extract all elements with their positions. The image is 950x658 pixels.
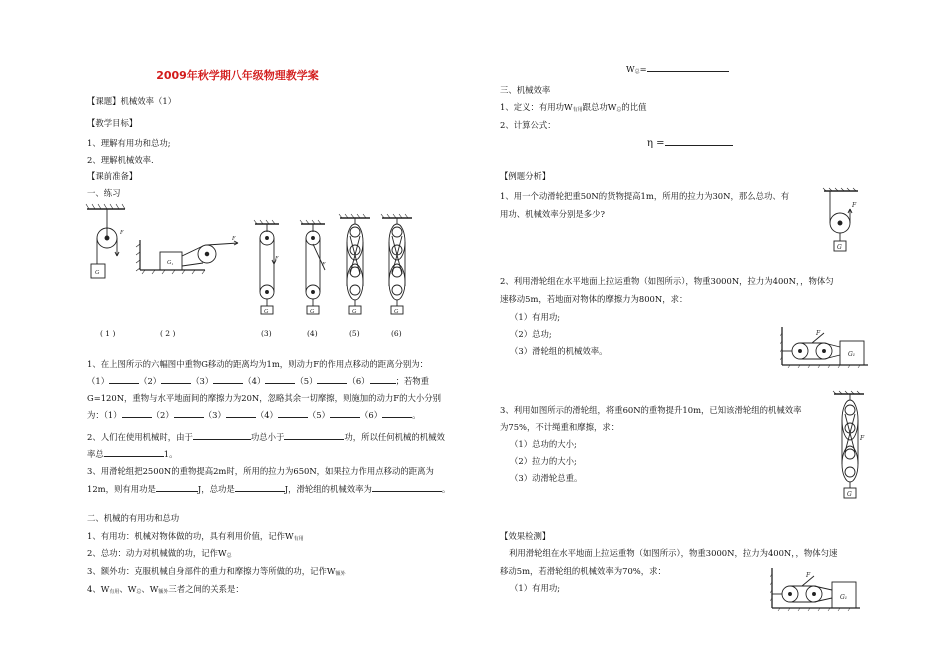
check-item-1: （1）有用功;	[510, 583, 561, 593]
ex2-force-label: F	[816, 330, 821, 337]
s2-item-2: 2、总功：动力对机械做的功，记作$W_总$	[87, 548, 232, 559]
s3-formula-label: 2、计算公式：	[500, 120, 556, 130]
fig2-force-label: F	[232, 236, 236, 242]
goal-2: 2、理解机械效率.	[87, 155, 154, 165]
ex3-weight-label: G	[847, 491, 852, 498]
check-line-1: 利用滑轮组在水平地面上拉运重物（如图所示），物重3000N，拉力为400N，，物体匀速	[509, 548, 838, 558]
ex3-line-1: 3、利用如图所示的滑轮组，将重60N的重物提升10m，已知该滑轮组的机械效率	[500, 405, 802, 415]
fig3-force-label: F	[275, 256, 279, 262]
section-3-heading: 三、机械效率	[500, 85, 551, 95]
ex2-figure	[780, 325, 870, 370]
ex3-figure	[832, 390, 868, 502]
s2-item-4: 4、$W_{有用}$、$W_总$、$W_{额外}$三者之间的关系是：	[87, 584, 244, 595]
fig-label-1: ( 1 )	[100, 329, 116, 338]
check-force-label: F	[806, 572, 811, 579]
ex2-weight-label: G₁	[848, 351, 856, 358]
fig6-weight-label: G	[394, 309, 399, 315]
figure-2-horizontal-pulley	[136, 240, 238, 274]
q1-line-3: G=120N，重物与水平地面间的摩擦力为20N，忽略其余一切摩擦，则施加的动力F的大小分别	[87, 393, 441, 403]
q1-line-4: 为：（1） （2） （3） （4） （5） （6） 。	[87, 410, 421, 420]
eta-formula: η =	[647, 137, 733, 150]
ex1-weight-label: G	[837, 244, 842, 251]
q1-line-1: 1、在上图所示的六幅图中重物G移动的距离均为1m，则动力F的作用点移动的距离分别为：	[87, 359, 428, 369]
ex2-item-1: （1）有用功;	[510, 312, 561, 322]
fig2-weight-label: G₁	[167, 260, 174, 266]
ex1-figure	[822, 187, 862, 257]
ex1-line-2: 用功、机械效率分别是多少?	[500, 209, 605, 219]
page-title: 2009年秋学期八年级物理教学案	[156, 69, 319, 82]
lesson-topic: 【课题】机械效率（1）	[87, 96, 177, 106]
q2-line-2: 率总 1。	[87, 449, 178, 459]
ex1-line-1: 1、用一个动滑轮把重50N的货物提高1m，所用的拉力为30N，那么总功、有	[500, 191, 790, 201]
fig3-weight-label: G	[264, 309, 269, 315]
ex3-item-3: （3）动滑轮总重。	[510, 473, 583, 483]
practice-heading: 一、练习	[87, 188, 121, 198]
s2-item-1: 1、有用功：机械对物体做的功，具有利用价值，记作$W_{有用}$	[87, 531, 304, 542]
check-line-2: 移动5m，若滑轮组的机械效率为70%，求：	[500, 566, 666, 576]
figure-5-pulley-block	[339, 214, 370, 314]
fig1-force-label: F	[120, 230, 124, 236]
fig4-force-label: F	[322, 262, 326, 268]
fig-label-2: ( 2 )	[160, 329, 176, 338]
ex1-force-label: F	[852, 202, 857, 209]
fig-label-4: (4)	[307, 329, 318, 338]
q3-line-2: 12m，则有用功是 J，总功是 J，滑轮组的机械效率为 。	[87, 484, 451, 494]
goals-heading: 【教学目标】	[87, 118, 138, 128]
fig5-weight-label: G	[352, 309, 357, 315]
q1-line-2: （1） （2） （3） （4） （5） （6） ；若物重	[87, 376, 430, 386]
fig4-weight-label: G	[310, 309, 315, 315]
prep-heading: 【课前准备】	[87, 171, 138, 181]
check-weight-label: G₁	[840, 594, 848, 601]
goal-1: 1、理解有用功和总功;	[87, 138, 171, 148]
check-heading: 【效果检测】	[500, 531, 551, 541]
w-total-formula: $W_总=$	[626, 63, 729, 78]
ex2-item-3: （3）滑轮组的机械效率。	[510, 346, 608, 356]
fig-label-6: (6)	[391, 329, 402, 338]
ex3-line-2: 为75%，不计绳重和摩擦，求：	[500, 422, 620, 432]
s2-item-3: 3、额外功：克服机械自身部件的重力和摩擦力等所做的功，记作$W_{额外}$	[87, 566, 346, 577]
figure-6-pulley-block	[381, 214, 412, 314]
q3-line-1: 3、用滑轮组把2500N的重物提高2m时，所用的拉力为650N，如果拉力作用点移动的距离为	[87, 466, 434, 476]
ex2-line-1: 2、利用滑轮组在水平地面上拉运重物（如图所示），物重3000N，拉力为400N，，物体匀	[500, 276, 834, 286]
ex3-force-label: F	[860, 435, 865, 442]
ex3-item-1: （1）总功的大小;	[510, 439, 577, 449]
ex3-item-2: （2）拉力的大小;	[510, 456, 577, 466]
check-figure	[770, 566, 862, 612]
section-2-heading: 二、机械的有用功和总功	[87, 513, 180, 523]
pulley-figures	[85, 200, 425, 315]
fig-label-5: (5)	[349, 329, 360, 338]
figure-1-fixed-pulley	[86, 204, 125, 278]
ex2-item-2: （2）总功;	[510, 329, 552, 339]
examples-heading: 【例题分析】	[500, 171, 551, 181]
fig1-weight-label: G	[95, 270, 100, 276]
ex2-line-2: 速移动5m，若地面对物体的摩擦力为800N，求：	[500, 294, 688, 304]
fig-label-3: (3)	[261, 329, 272, 338]
q2-line-1: 2、人们在使用机械时，由于 功总小于 功，所以任何机械的机械效	[87, 432, 445, 442]
s3-definition: 1、定义：有用功$W_{有用}$跟总功$W_总$的比值	[500, 102, 647, 113]
figure-3-pulley	[254, 220, 279, 314]
